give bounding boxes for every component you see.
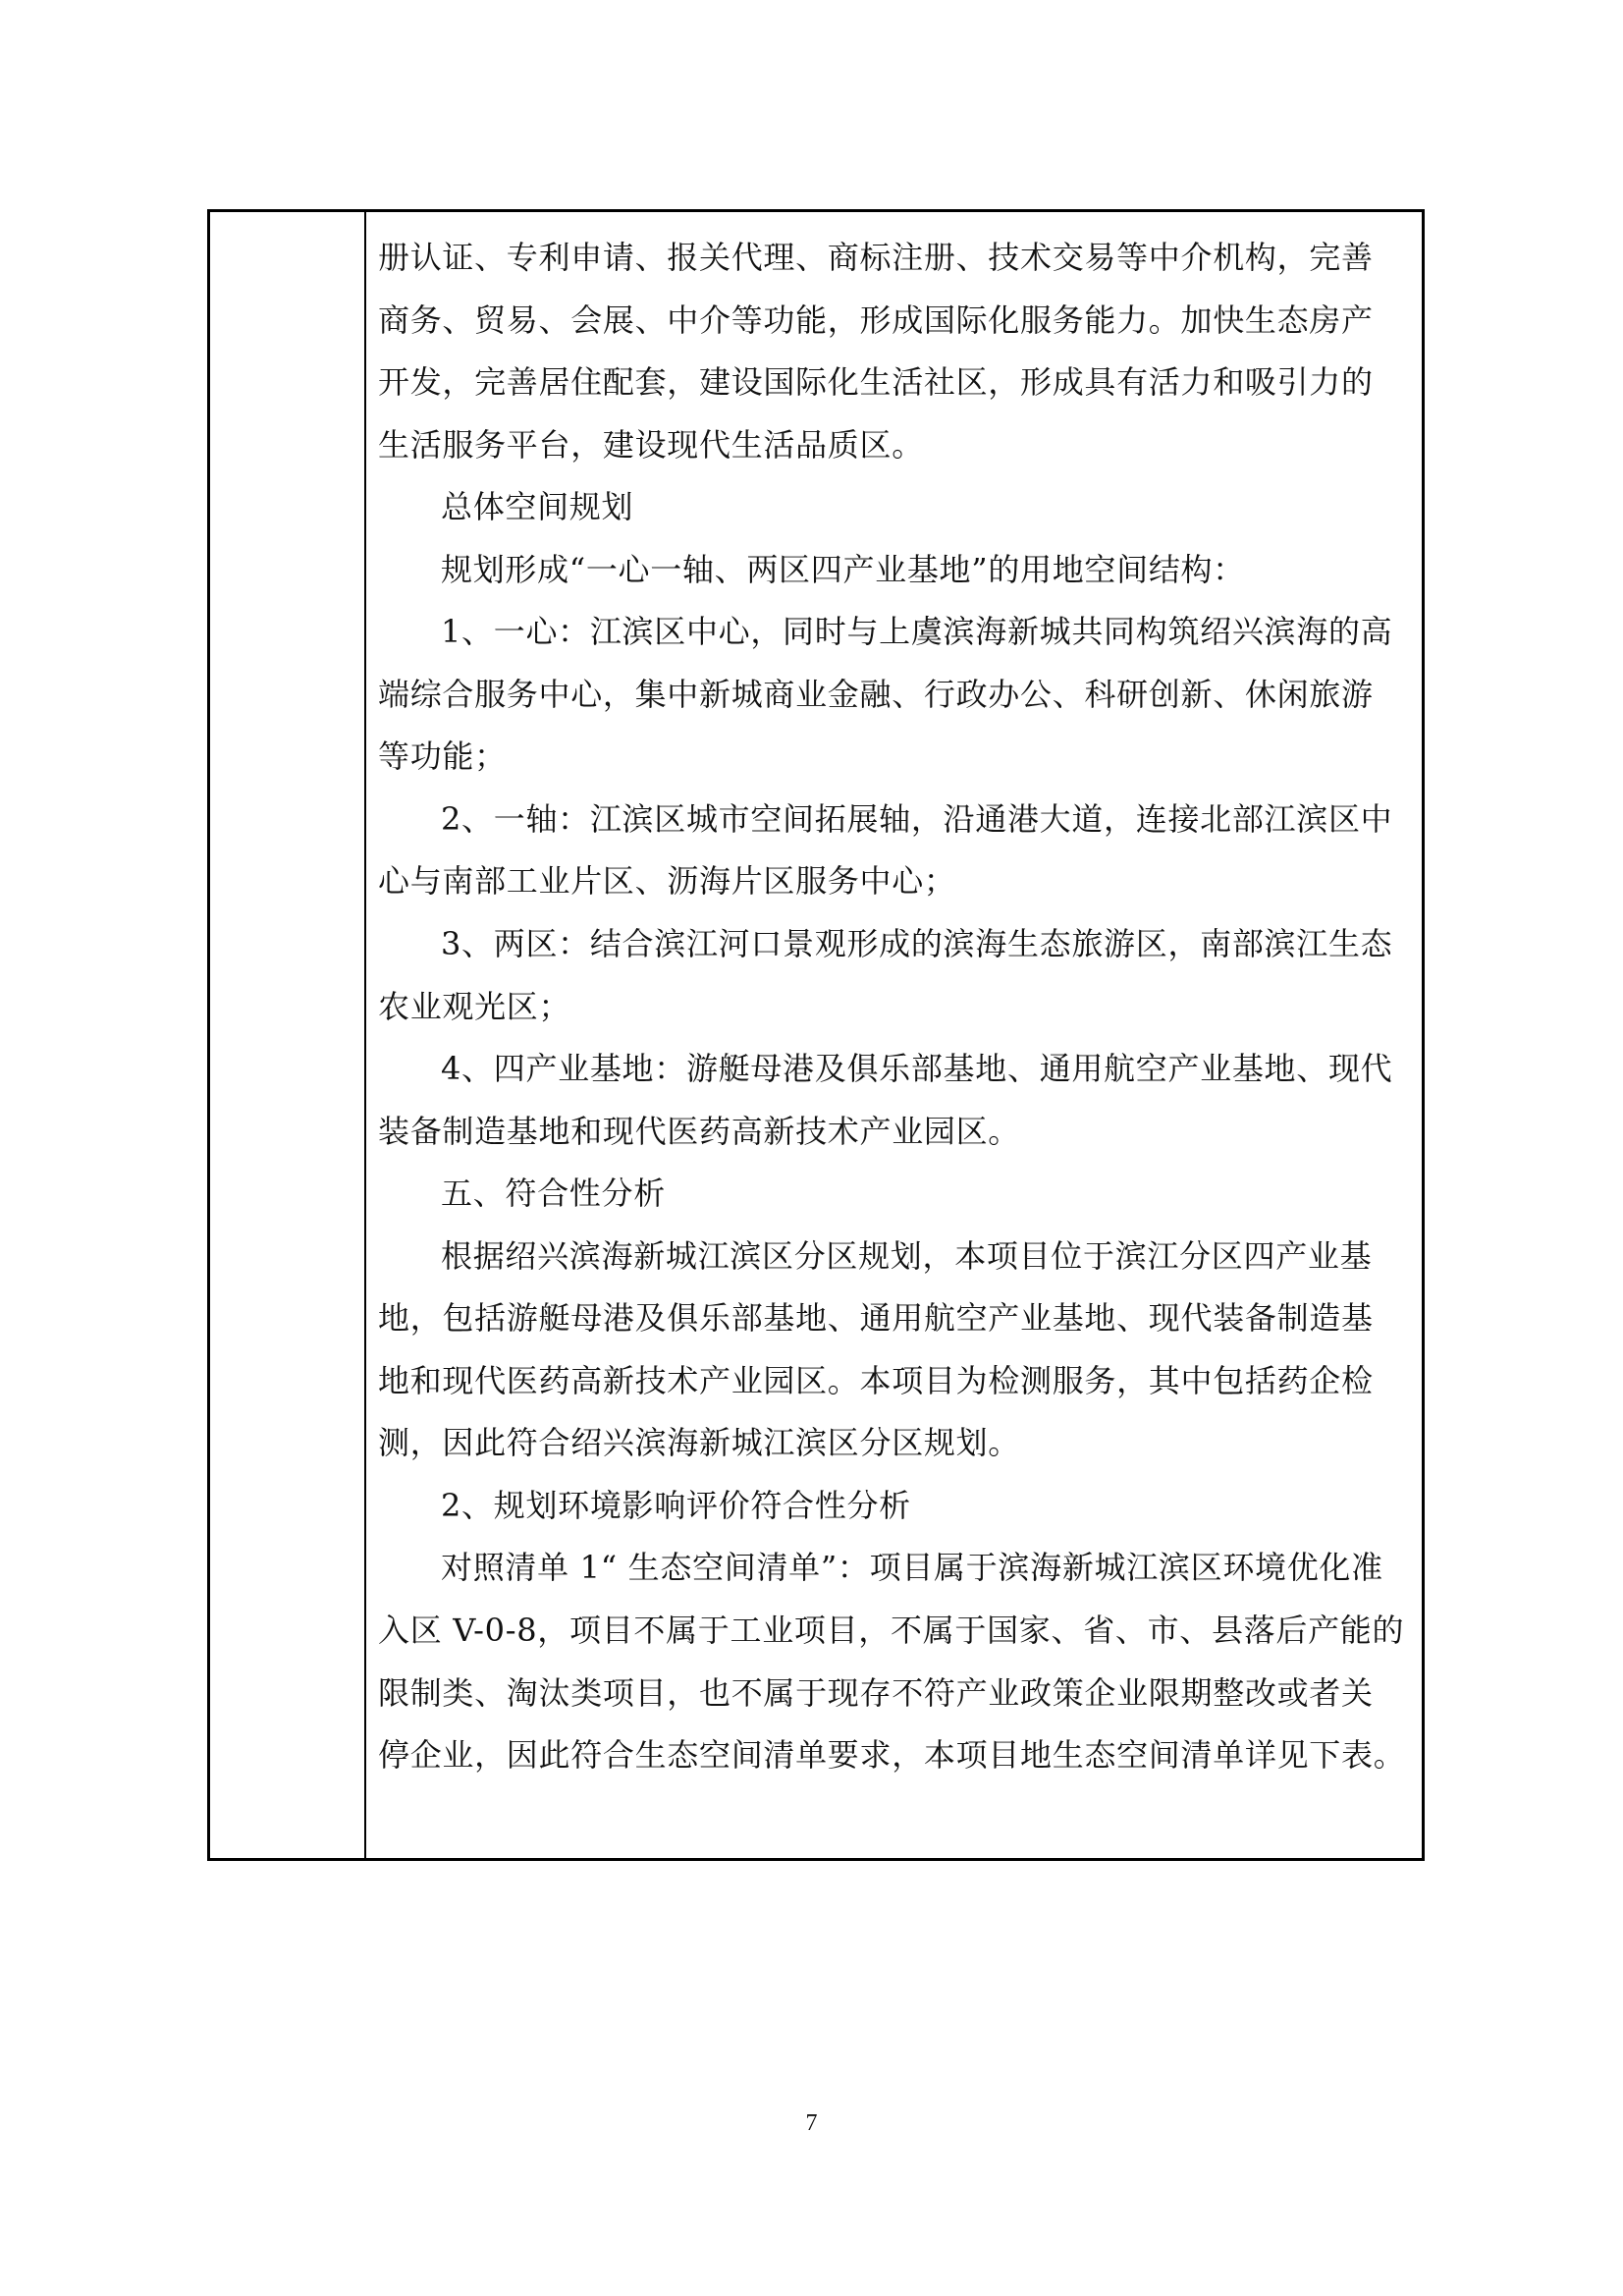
- text-line: 农业观光区；: [378, 987, 571, 1025]
- text-line: 入区 V-0-8，项目不属于工业项目，不属于国家、省、市、县落后产能的: [378, 1612, 1405, 1650]
- paragraph-start: 规划形成“一心一轴、两区四产业基地”的用地空间结构：: [441, 550, 1245, 588]
- text-line: 地，包括游艇母港及俱乐部基地、通用航空产业基地、现代装备制造基: [378, 1299, 1374, 1338]
- list-item-start: 3、两区：结合滨江河口景观形成的滨海生态旅游区，南部滨江生态: [441, 925, 1393, 963]
- list-item-start: 4、四产业基地：游艇母港及俱乐部基地、通用航空产业基地、现代: [441, 1050, 1393, 1088]
- table-left-column: [210, 212, 366, 1858]
- text-line: 测，因此符合绍兴滨海新城江滨区分区规划。: [378, 1424, 1021, 1462]
- list-item-start: 1、一心：江滨区中心，同时与上虞滨海新城共同构筑绍兴滨海的高: [441, 613, 1393, 651]
- text-line: 等功能；: [378, 738, 507, 776]
- text-line: 开发，完善居住配套，建设国际化生活社区，形成具有活力和吸引力的: [378, 363, 1374, 402]
- text-line: 限制类、淘汰类项目，也不属于现存不符产业政策企业限期整改或者关: [378, 1673, 1374, 1712]
- text-line: 地和现代医药高新技术产业园区。本项目为检测服务，其中包括药企检: [378, 1361, 1374, 1399]
- text-line: 册认证、专利申请、报关代理、商标注册、技术交易等中介机构，完善: [378, 239, 1374, 276]
- text-line: 心与南部工业片区、沥海片区服务中心；: [378, 862, 956, 901]
- content-table: [207, 209, 1425, 1861]
- section-heading: 总体空间规划: [441, 488, 634, 526]
- text-line: 生活服务平台，建设现代生活品质区。: [378, 425, 924, 464]
- paragraph-start: 对照清单 1“ 生态空间清单”：项目属于滨海新城江滨区环境优化准: [441, 1549, 1383, 1587]
- text-line: 端综合服务中心，集中新城商业金融、行政办公、科研创新、休闲旅游: [378, 675, 1374, 713]
- table-content-cell: [368, 212, 1422, 1858]
- text-line: 停企业，因此符合生态空间清单要求，本项目地生态空间清单详见下表。: [378, 1736, 1406, 1775]
- section-heading: 五、符合性分析: [441, 1175, 666, 1213]
- text-line: 商务、贸易、会展、中介等功能，形成国际化服务能力。加快生态房产: [378, 301, 1374, 339]
- paragraph-start: 根据绍兴滨海新城江滨区分区规划，本项目位于滨江分区四产业基: [441, 1236, 1373, 1275]
- list-item-start: 2、一轴：江滨区城市空间拓展轴，沿通港大道，连接北部江滨区中: [441, 799, 1393, 838]
- section-heading: 2、规划环境影响评价符合性分析: [441, 1486, 911, 1524]
- page-number: 7: [805, 2110, 818, 2136]
- text-line: 装备制造基地和现代医药高新技术产业园区。: [378, 1112, 1021, 1150]
